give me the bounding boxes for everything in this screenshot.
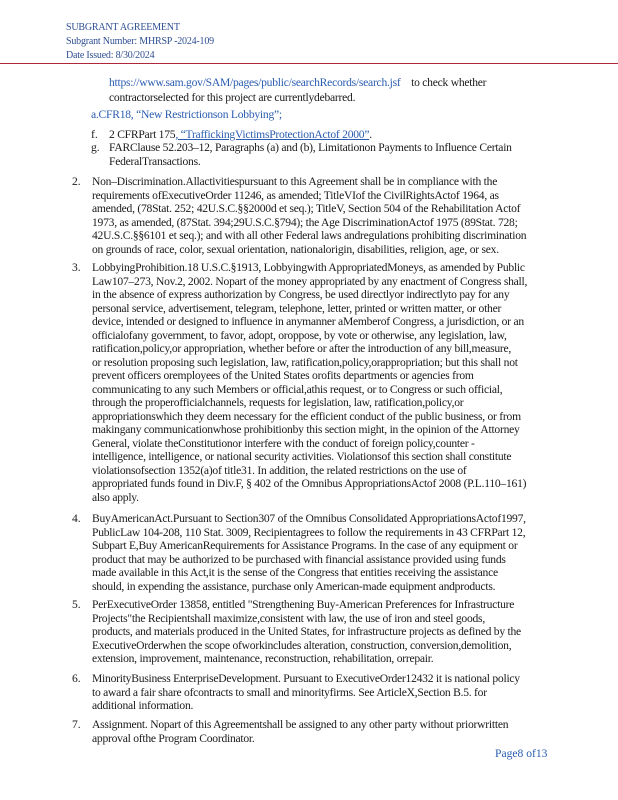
sub-item-f-end: .	[369, 128, 372, 141]
item-number: 2.	[72, 175, 81, 188]
text-line: in the absence of express authorization by Congress, be used directlyor indirectlyto pay for any	[92, 288, 510, 301]
text-line: requirements ofExecutiveOrder 11246, as amended; TitleVIof the CivilRightsActof 1964, as	[92, 188, 499, 202]
subgrant-number: Subgrant Number: MHRSP -2024-109	[66, 36, 214, 47]
item-number: 5.	[72, 598, 81, 611]
item-number: 3.	[72, 261, 81, 274]
text-line: Law107–273, Nov.2, 2002. Nopart of the money appropriated by any enactment of Congress shall,	[92, 274, 528, 288]
text-line: 1973, as amended, (87Stat. 394;29U.S.C.§794); the Age DiscriminationActof 1975 (89Stat. 728;	[92, 215, 518, 229]
text-line: additional information.	[92, 699, 194, 712]
header-divider	[0, 63, 618, 64]
text-line: also apply.	[92, 490, 139, 504]
text-line: MinorityBusiness EnterpriseDevelopment. Pursuant to ExecutiveOrder12432 it is national policy	[92, 672, 520, 685]
text-line: appropriated funds found in Div.F, § 402 of the Omnibus AppropriationsActof 2008 (P.L.110–161)	[92, 477, 527, 490]
date-issued: Date Issued: 8/30/2024	[66, 50, 155, 61]
item-paragraph	[92, 261, 527, 504]
text-line: appropriationswhich they deem necessary for the efficient conduct of the public business, or from	[92, 409, 521, 423]
text-line: Assignment. Nopart of this Agreementshall be assigned to any other party without priorwritten	[92, 718, 509, 731]
item-paragraph	[92, 598, 521, 666]
sub-item-f	[109, 128, 372, 142]
intro-text: to check whether	[411, 76, 487, 89]
text-line: FederalTransactions.	[109, 154, 201, 168]
sam-search-link[interactable]: https://www.sam.gov/SAM/pages/public/searchRecords/search.jsf	[109, 76, 401, 89]
text-line: 42U.S.C.§§6101 et seq.); and with all other Federal laws andregulations prohibiting discrimination	[92, 229, 527, 242]
text-line: LobbyingProhibition.18 U.S.C.§1913, Lobbyingwith AppropriatedMoneys, as amended by Public	[92, 261, 525, 274]
item-paragraph	[92, 512, 526, 593]
text-line: approval ofthe Program Coordinator.	[92, 731, 255, 745]
intro-text-2: contractorselected for this project are currentlydebarred.	[109, 91, 356, 104]
item-number: 6.	[72, 672, 81, 685]
sub-item-g-marker: g.	[91, 141, 100, 154]
text-line: on grounds of race, color, sexual orientation, nationalorigin, disabilities, religion, age, or sex.	[92, 242, 499, 256]
trafficking-act-link[interactable]: , “TraffickingVictimsProtectionActof 2000”	[175, 128, 370, 141]
text-line: officialofany government, to favor, adopt, oroppose, by vote or otherwise, any legislation, law,	[92, 328, 507, 342]
text-line: should, in expending the assistance, purchase only American-made equipment andproducts.	[92, 579, 496, 593]
text-line: violationsofsection 1352(a)of title31. In addition, the related restrictions on the use of	[92, 463, 467, 477]
text-line: or resolution proposing such legislation, law, ratification,policy,orappropriation; but this shall not	[92, 355, 518, 369]
item-number: 4.	[72, 512, 81, 525]
text-line: General, violate theConstitutionor interfere with the conduct of foreign policy,counter -	[92, 436, 475, 450]
text-line: Projects"the Recipientshall maximize,consistent with law, the use of iron and steel goods,	[92, 611, 485, 625]
item-paragraph	[92, 718, 508, 745]
text-line: through the properofficialchannels, requests for legislation, law, ratification,policy,or	[92, 396, 464, 409]
sub-item-e: a.CFR18, “New Restrictionson Lobbying”;	[91, 108, 282, 121]
text-line: prevent officers oremployees of the United States orofits departments or agencies from	[92, 369, 474, 382]
text-line: FARClause 52.203–12, Paragraphs (a) and (b), Limitationon Payments to Influence Certain	[109, 141, 512, 154]
text-line: communicating to any such Members or official,athis request, or to Congress or such official,	[92, 382, 503, 396]
sub-item-f-marker: f.	[91, 128, 98, 141]
page-number: Page8 of13	[495, 747, 548, 760]
text-line: made available in this Act,it is the sense of the Congress that entities receiving the assistance	[92, 566, 498, 579]
text-line: to award a fair share ofcontracts to small and minorityfirms. See ArticleX,Section B.5. for	[92, 685, 487, 699]
text-line: Non–Discrimination.Allactivitiespursuant to this Agreement shall be in compliance with the	[92, 175, 498, 188]
text-line: PerExecutiveOrder 13858, entitled "Strengthening Buy-American Preferences for Infrastructure	[92, 598, 515, 611]
header-title: SUBGRANT AGREEMENT	[66, 22, 180, 33]
text-line: intelligence, intelligence, or national security activities. Violationsof this section shall constitute	[92, 450, 512, 463]
sub-item-f-text: 2 CFRPart 175	[109, 128, 176, 141]
text-line: BuyAmericanAct.Pursuant to Section307 of the Omnibus Consolidated AppropriationsActof1997,	[92, 512, 526, 525]
text-line: products, and materials produced in the United States, for infrastructure projects as defined by the	[92, 625, 521, 638]
intro-paragraph	[109, 75, 486, 105]
item-paragraph	[92, 672, 520, 713]
text-line: product that may be authorized to be purchased with financial assistance provided using funds	[92, 552, 506, 566]
text-line: ratification,policy,or appropriation, whether before or after the introduction of any bill,measure,	[92, 342, 512, 355]
text-line: extension, improvement, maintenance, reconstruction, rehabilitation, orrepair.	[92, 652, 434, 665]
text-line: device, intended or designed to influence in anymanner aMemberof Congress, a jurisdiction, or an	[92, 315, 524, 328]
text-line: Subpart E,Buy AmericanRequirements for Assistance Programs. In the case of any equipment or	[92, 539, 518, 552]
text-line: personal service, advertisement, telegram, telephone, letter, printed or written matter, or other	[92, 301, 502, 315]
item-paragraph	[92, 175, 526, 256]
text-line: amended, (78Stat. 252; 42U.S.C.§§2000d et seq.); TitleV, Section 504 of the Rehabilitation Actof	[92, 202, 521, 215]
sub-item-g	[109, 141, 512, 168]
text-line: PublicLaw 104-208, 110 Stat. 3009, Recipientagrees to follow the requirements in 43 CFRPart 12,	[92, 525, 526, 539]
text-line: ExecutiveOrderwhen the scope ofworkincludes alteration, construction, conversion,demolition,	[92, 638, 512, 652]
item-number: 7.	[72, 718, 81, 731]
text-line: makingany communicationwhose prohibitionby this section might, in the opinion of the Attorney	[92, 423, 520, 436]
